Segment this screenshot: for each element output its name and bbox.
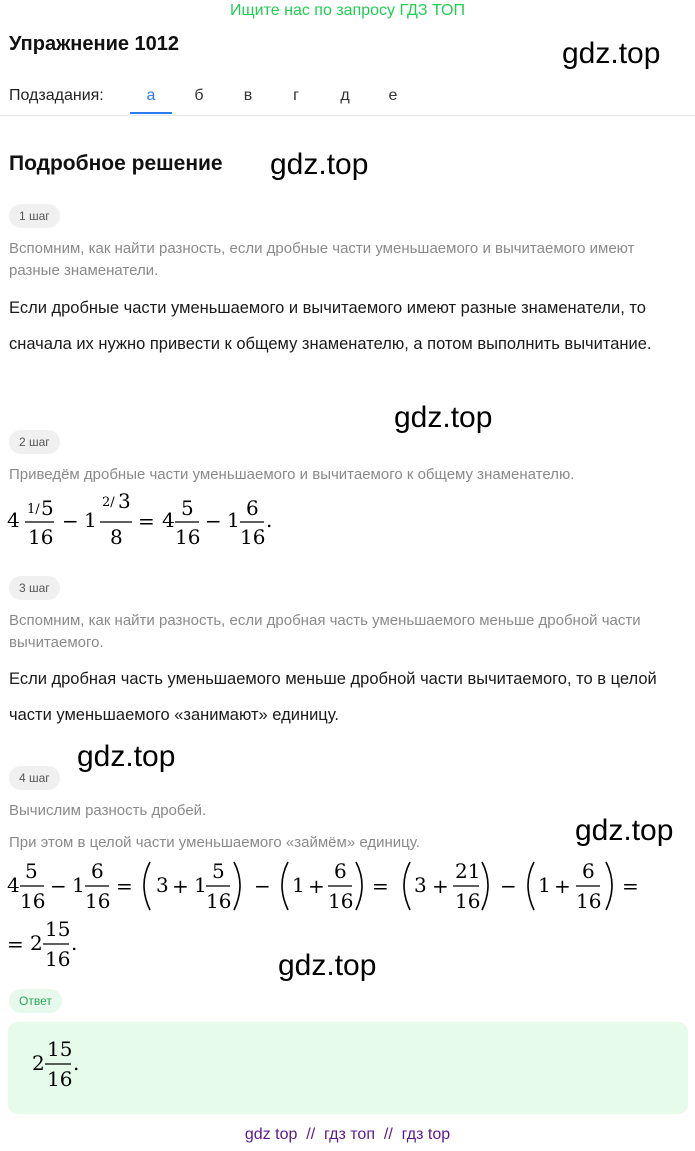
math-operator: + (432, 874, 449, 898)
math-denominator: 8 (110, 525, 123, 549)
paren-right (356, 862, 362, 910)
math-extra: 1/ (27, 502, 40, 517)
math-operator: − (205, 509, 222, 533)
promo-banner[interactable]: Ищите нас по запросу ГДЗ ТОП (230, 2, 465, 19)
math-whole: 1 (72, 873, 85, 897)
watermark: gdz.top (77, 740, 176, 773)
paren-left (282, 862, 288, 910)
watermark: gdz.top (575, 814, 674, 847)
math-numerator: 5 (212, 859, 225, 883)
paren-right (234, 862, 240, 910)
math-denominator: 16 (206, 889, 232, 913)
watermark: gdz.top (270, 148, 369, 181)
step-badge: 3 шаг (9, 576, 60, 600)
math-whole: 2 (32, 1051, 45, 1075)
math-whole: 4 (162, 508, 175, 532)
watermark: gdz.top (562, 37, 661, 70)
math-numerator: 15 (45, 917, 71, 941)
exercise-title: Упражнение 1012 (9, 33, 180, 55)
math-operator: − (62, 509, 79, 533)
math-numerator: 21 (455, 859, 481, 883)
step-hint: Вспомним, как найти разность, если дробная часть уменьшаемого меньше дробной части вычитаемого. (9, 612, 641, 651)
watermark: gdz.top (278, 949, 377, 982)
math-denominator: 16 (576, 889, 602, 913)
tab-b[interactable]: б (194, 87, 204, 104)
math-punct: . (73, 1051, 80, 1075)
math-numerator: 15 (47, 1037, 73, 1061)
paren-right (482, 862, 488, 910)
math-operator: = (138, 509, 155, 533)
math-operator: = (116, 874, 133, 898)
tab-g[interactable]: г (293, 87, 299, 104)
step-hint: Вспомним, как найти разность, если дробные части уменьшаемого и вычитаемого имеют разные знаменатели. (9, 240, 635, 279)
math-denominator: 16 (240, 525, 266, 549)
math-denominator: 16 (28, 525, 54, 549)
math-operator: + (554, 874, 571, 898)
step-hint: Приведём дробные части уменьшаемого и вычитаемого к общему знаменателю. (9, 466, 575, 483)
math-extra: 2/ (102, 495, 115, 510)
math-operator: − (254, 874, 271, 898)
math-whole: 4 (7, 873, 20, 897)
math-numerator: 6 (246, 496, 259, 520)
math-denominator: 16 (45, 947, 71, 970)
paren-left (144, 862, 150, 910)
tab-a[interactable]: а (130, 78, 172, 114)
math-numerator: 5 (25, 859, 38, 883)
step-text: Если дробные части уменьшаемого и вычитаемого имеют разные знаменатели, то сначала их нужно привести к общему знаменателю, а потом выполнить вычитание. (9, 299, 652, 353)
math-whole: 1 (84, 508, 97, 532)
math-numerator: 6 (582, 859, 595, 883)
math-whole: 4 (7, 508, 20, 532)
subtasks-label: Подзадания: (9, 87, 104, 104)
math-punct: . (71, 931, 78, 955)
step-badge: 4 шаг (9, 766, 60, 790)
math-numerator: 5 (181, 496, 194, 520)
footer-links[interactable]: gdz top // гдз топ // гдз top (244, 1126, 451, 1143)
math-whole: 1 (194, 873, 207, 897)
tab-v[interactable]: в (243, 87, 253, 104)
paren-right (606, 862, 612, 910)
step-badge: 1 шаг (9, 204, 60, 228)
math-denominator: 16 (175, 525, 201, 549)
math-whole: 1 (227, 508, 240, 532)
math-denominator: 16 (455, 889, 481, 913)
math-numerator: 6 (91, 859, 104, 883)
math-numerator: 3 (118, 490, 131, 513)
divider (0, 115, 695, 116)
step-badge: 2 шаг (9, 430, 60, 454)
step-text: Если дробная часть уменьшаемого меньше дробной части вычитаемого, то в целой части уменьшаемого «занимают» единицу. (9, 670, 657, 724)
math-number: 1 (538, 873, 551, 897)
math-operator: = (622, 874, 639, 898)
math-numerator: 6 (334, 859, 347, 883)
math-operator: − (50, 874, 67, 898)
math-punct: . (266, 508, 273, 532)
formula-step2 (0, 490, 300, 552)
paren-left (528, 862, 534, 910)
math-operator: = (7, 932, 24, 956)
math-number: 3 (156, 873, 169, 897)
math-operator: + (308, 874, 325, 898)
math-operator: = (372, 874, 389, 898)
math-denominator: 16 (85, 889, 111, 913)
formula-step4-line2 (0, 914, 200, 970)
section-title: Подробное решение (9, 152, 223, 175)
step-hint: Вычислим разность дробей. (9, 802, 207, 819)
watermark: gdz.top (394, 401, 493, 434)
math-numerator: 5 (41, 496, 54, 520)
answer-badge: Ответ (9, 989, 62, 1013)
math-whole: 2 (30, 931, 43, 955)
answer-formula (0, 1036, 200, 1100)
tab-d[interactable]: д (340, 87, 350, 104)
math-operator: + (172, 874, 189, 898)
step-hint: При этом в целой части уменьшаемого «займём» единицу. (9, 834, 420, 851)
tab-e[interactable]: е (388, 87, 398, 104)
paren-left (404, 862, 410, 910)
math-number: 3 (414, 873, 427, 897)
math-operator: − (500, 874, 517, 898)
math-number: 1 (292, 873, 305, 897)
math-denominator: 16 (328, 889, 354, 913)
math-denominator: 16 (47, 1067, 73, 1091)
math-denominator: 16 (20, 889, 46, 913)
formula-step4-line1 (0, 852, 695, 918)
